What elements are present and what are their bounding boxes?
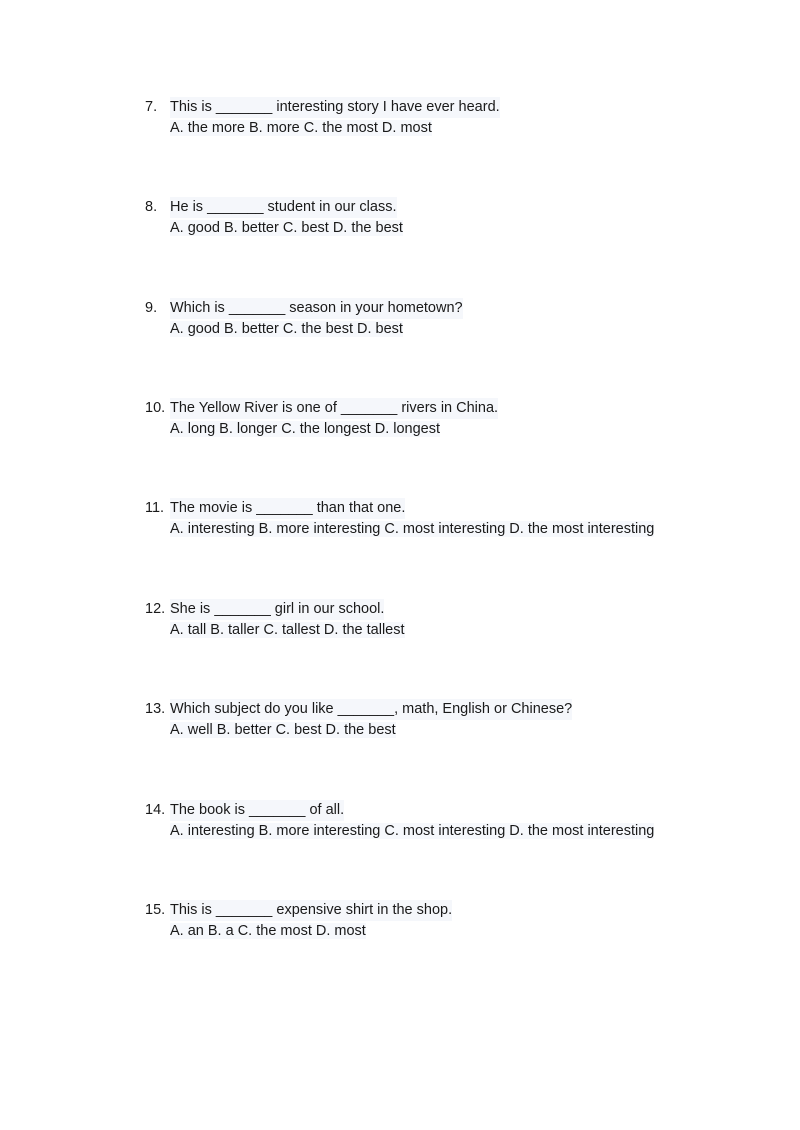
question-12 (145, 599, 785, 641)
answer-options (145, 118, 785, 139)
question-text: The movie is _______ than that one. (170, 498, 405, 519)
question-number: 15. (145, 902, 166, 918)
question-stem (145, 800, 785, 821)
question-15 (145, 900, 785, 942)
question-number: 9. (145, 300, 158, 316)
question-number: 11. (145, 500, 165, 516)
question-number: 7. (145, 99, 158, 115)
question-stem (145, 398, 785, 419)
question-number: 8. (145, 199, 158, 215)
question-number: 10. (145, 400, 166, 416)
question-text: Which is _______ season in your hometown? (170, 298, 463, 319)
answer-options-text: A. well B. better C. best D. the best (170, 722, 396, 738)
question-number: 13. (145, 701, 166, 717)
question-stem (145, 900, 785, 921)
question-stem (145, 298, 785, 319)
question-text: Which subject do you like _______, math, English or Chinese? (170, 699, 572, 720)
question-number: 12. (145, 601, 166, 617)
answer-options-text: A. interesting B. more interesting C. most interesting D. the most interesting (170, 823, 655, 839)
question-stem (145, 699, 785, 720)
answer-options-text: A. long B. longer C. the longest D. longest (170, 421, 441, 437)
question-10 (145, 398, 785, 440)
answer-options (145, 821, 785, 842)
question-number: 14. (145, 802, 166, 818)
question-7 (145, 97, 785, 139)
answer-options (145, 419, 785, 440)
question-9 (145, 298, 785, 340)
question-text: This is _______ expensive shirt in the shop. (170, 900, 452, 921)
answer-options (145, 319, 785, 340)
question-14 (145, 800, 785, 842)
question-text: She is _______ girl in our school. (170, 599, 384, 620)
question-stem (145, 197, 785, 218)
answer-options-text: A. interesting B. more interesting C. most interesting D. the most interesting (170, 521, 655, 537)
answer-options-text: A. the more B. more C. the most D. most (170, 120, 432, 136)
answer-options (145, 921, 785, 942)
answer-options (145, 620, 785, 641)
question-13 (145, 699, 785, 741)
answer-options-text: A. an B. a C. the most D. most (170, 923, 366, 939)
answer-options-text: A. good B. better C. best D. the best (170, 220, 403, 236)
question-text: The book is _______ of all. (170, 800, 344, 821)
question-text: He is _______ student in our class. (170, 197, 397, 218)
answer-options (145, 720, 785, 741)
question-stem (145, 498, 785, 519)
question-text: The Yellow River is one of _______ rivers in China. (170, 398, 498, 419)
question-stem (145, 599, 785, 620)
question-text: This is _______ interesting story I have ever heard. (170, 97, 500, 118)
answer-options-text: A. good B. better C. the best D. best (170, 321, 403, 337)
answer-options (145, 218, 785, 239)
answer-options-text: A. tall B. taller C. tallest D. the tallest (170, 622, 405, 638)
answer-options (145, 519, 785, 540)
question-8 (145, 197, 785, 239)
question-stem (145, 97, 785, 118)
question-11 (145, 498, 785, 540)
